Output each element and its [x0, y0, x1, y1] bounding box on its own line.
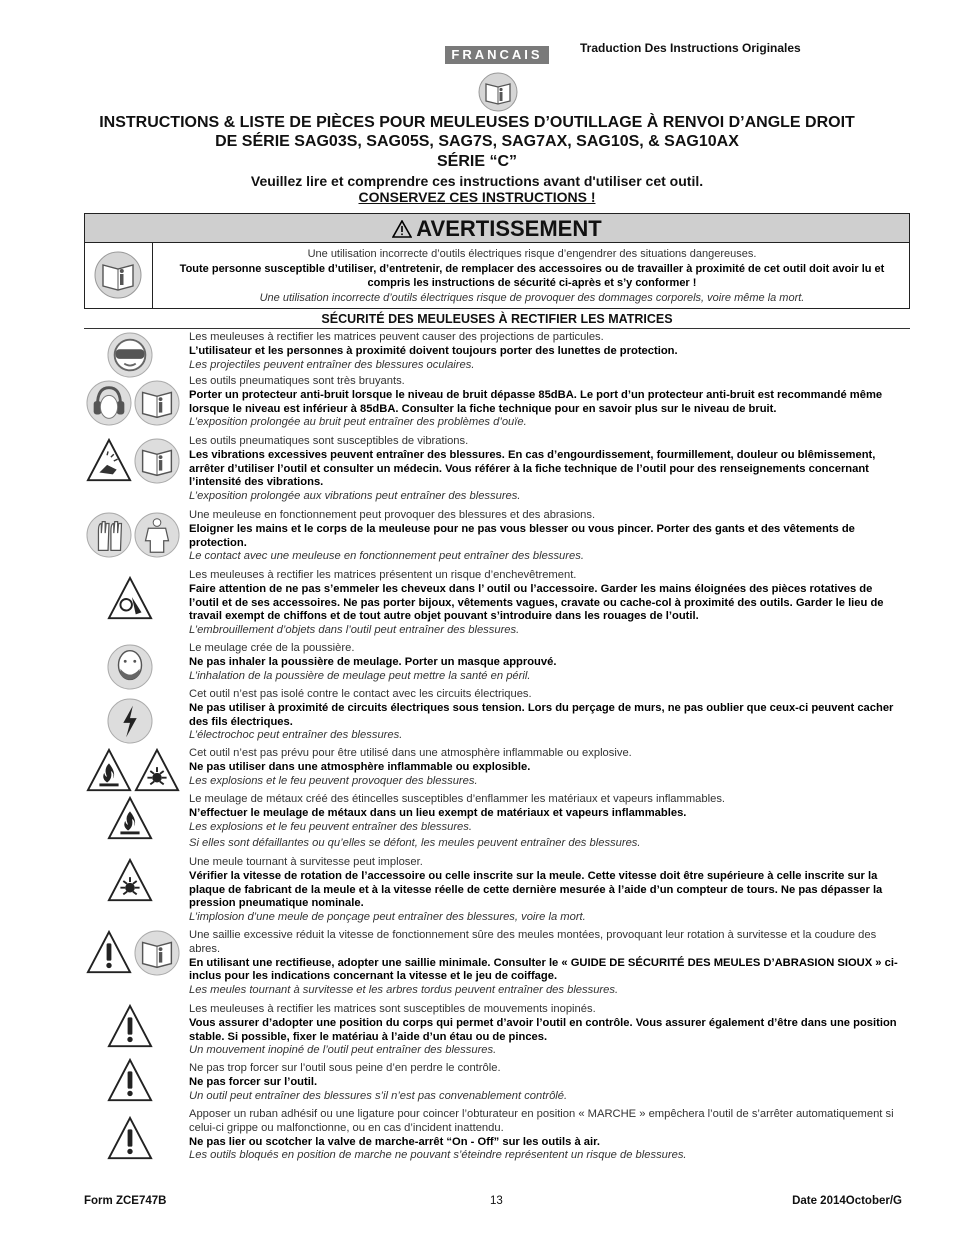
manual-icon [478, 72, 518, 117]
item-consequence: Les meules tournant à survitesse et les arbres tordus peuvent entraîner des blessures. [189, 984, 619, 997]
title-line-1: INSTRUCTIONS & LISTE DE PIÈCES POUR MEULEUSES D’OUTILLAGE À RENVOI D’ANGLE DROIT [99, 114, 855, 131]
item-instruction: Ne pas lier ou scotcher la valve de marche-arrêt “On - Off” sur les outils à air. [189, 1135, 600, 1148]
item-instruction: Ne pas inhaler la poussière de meulage. Porter un masque approuvé. [189, 655, 557, 668]
item-instruction: Ne pas utiliser dans une atmosphère inflammable ou explosible. [189, 760, 531, 773]
item-consequence: Les explosions et le feu peuvent entraîner des blessures. [189, 820, 472, 833]
item-consequence: L’électrochoc peut entraîner des blessures. [189, 729, 403, 742]
ear-protection-icon [86, 380, 132, 426]
manual-icon [134, 438, 180, 484]
safety-item-atmosphere [189, 747, 904, 788]
explosion-warning-icon [107, 858, 153, 904]
item-intro: Une meule tournant à survitesse peut imploser. [189, 856, 423, 868]
gloves-icon [86, 512, 132, 558]
item-instruction: Faire attention de ne pas s’emmeler les cheveux dans l’ outil ou l’accessoire. Garder les mains éloignées des pièces rotatives de l’outil et de ses accessoires. Ne pas porter bijoux, vêtements vagues, cravate ou cache-col à proximité des outils. Garder le lieu de travail exempt de chiffons et de tout autre objet pouvant s’introduire dans les rouages de l’outil. [189, 582, 884, 623]
item-consequence-2: Si elles sont défaillantes ou qu’elles se défont, les meules peuvent entraîner des blessures. [189, 837, 641, 850]
language-badge: FRANCAIS [445, 46, 549, 64]
warning-triangle-icon [392, 216, 412, 245]
item-instruction: N’effectuer le meulage de métaux dans un lieu exempt de matériaux et vapeurs inflammables. [189, 806, 687, 819]
item-intro: Les meuleuses à rectifier les matrices présentent un risque d’enchevêtrement. [189, 569, 577, 581]
item-intro: Les meuleuses à rectifier les matrices sont susceptibles de mouvements inopinés. [189, 1003, 596, 1015]
item-intro: Cet outil n’est pas prévu pour être utilisé dans une atmosphère inflammable ou explosive. [189, 747, 632, 759]
item-instruction: Ne pas forcer sur l’outil. [189, 1075, 318, 1088]
item-intro: Cet outil n’est pas isolé contre le contact avec les circuits électriques. [189, 688, 532, 700]
safety-item-vibration [189, 435, 904, 504]
fire-warning-icon [86, 748, 132, 794]
explosion-warning-icon [134, 748, 180, 794]
item-instruction: Vérifier la vitesse de rotation de l’accessoire ou celle inscrite sur la meule. Cette vitesse doit être supérieure à celle inscrite sur la plaque de fabricant de la meule et à la vitesse réelle de cette dernière mesurée à l’aide d’un compteur de tours. Ne pas dépasser la pression pneumatique nominale. [189, 869, 883, 910]
item-intro: Apposer un ruban adhésif ou une ligature pour coincer l’obturateur en position « MARCHE » empêchera l’outil de s’arrêter automatiquement si celui-ci grippe ou malfonctionne, ou en cas d’incident inattendu. [189, 1108, 894, 1134]
keep-instructions-note: CONSERVEZ CES INSTRUCTIONS ! [358, 189, 596, 205]
item-consequence: Le contact avec une meuleuse en fonctionnement peut entraîner des blessures. [189, 550, 584, 563]
title-line-2: DE SÉRIE SAG03S, SAG05S, SAG7S, SAG7AX, SAG10S, & SAG10AX [215, 133, 739, 150]
item-instruction: L’utilisateur et les personnes à proximité doivent toujours porter des lunettes de protection. [189, 344, 678, 357]
item-consequence: L’inhalation de la poussière de meulage peut mettre la santé en péril. [189, 669, 531, 682]
manual-icon [134, 930, 180, 976]
item-instruction: Les vibrations excessives peuvent entraîner des blessures. En cas d’engourdissement, fourmillement, douleur ou blêmissement, arrêter d’utiliser l’outil et consulter un médecin. Vous référer à la fiche technique de l’outil pour des renseignements concernant l’intensité des vibrations. [189, 448, 876, 489]
item-consequence: L’exposition prolongée au bruit peut entraîner des problèmes d’ouïe. [189, 416, 527, 429]
section-title: SÉCURITÉ DES MEULEUSES À RECTIFIER LES MATRICES [321, 312, 673, 326]
page-number: 13 [490, 1195, 503, 1207]
general-warning-icon [107, 1004, 153, 1050]
item-intro: Une meuleuse en fonctionnement peut provoquer des blessures et des abrasions. [189, 509, 596, 521]
document-date: Date 2014October/G [792, 1195, 902, 1207]
safety-item-force [189, 1062, 904, 1103]
fire-warning-icon [107, 796, 153, 842]
section-divider [84, 328, 910, 329]
item-consequence: L’implosion d’une meule de ponçage peut entraîner des blessures, voire la mort. [189, 911, 586, 924]
item-intro: Le meulage crée de la poussière. [189, 642, 355, 654]
warning-line-3: Une utilisation incorrecte d’outils électriques risque de provoquer des dommages corporels, voire même la mort. [259, 291, 805, 304]
item-instruction: Vous assurer d’adopter une position du corps qui permet d’avoir l’outil en contrôle. Vous assurer également d’être dans une position stable. Si possible, fixer le matériau à l’aide d’un étau ou de pinces. [189, 1016, 897, 1043]
dust-mask-icon [107, 644, 153, 690]
item-consequence: Les explosions et le feu peuvent provoquer des blessures. [189, 774, 478, 787]
entanglement-warning-icon [107, 576, 153, 622]
item-consequence: L’embrouillement d’objets dans l’outil peut entraîner des blessures. [189, 624, 520, 637]
item-intro: Les outils pneumatiques sont très bruyants. [189, 375, 405, 387]
warning-icon-cell [85, 243, 153, 308]
warning-line-2: Toute personne susceptible d’utiliser, d’entretenir, de remplacer des accessoires ou de travailler à proximité de cet outil doit avoir lu et compris les instructions de sécurité ci-après et s’y conformer ! [179, 262, 885, 289]
item-intro: Le meulage de métaux créé des étincelles susceptibles d’enflammer les matériaux et vapeurs inflammables. [189, 793, 726, 805]
safety-item-sparks [189, 793, 904, 851]
item-intro: Ne pas trop forcer sur l’outil sous peine d’en perdre le contrôle. [189, 1062, 501, 1074]
safety-item-contact [189, 509, 904, 564]
item-consequence: Un outil peut entraîner des blessures s’il n’est pas convenablement contrôlé. [189, 1089, 568, 1102]
translation-note: Traduction Des Instructions Originales [580, 41, 801, 55]
safety-item-overhang [189, 929, 904, 998]
manual-icon [85, 243, 151, 307]
general-warning-icon [107, 1058, 153, 1104]
safety-item-eye [189, 331, 904, 372]
general-warning-icon [107, 1116, 153, 1162]
warning-heading [85, 214, 909, 243]
item-intro: Les outils pneumatiques sont susceptibles de vibrations. [189, 435, 469, 447]
safety-item-noise [189, 375, 904, 430]
goggles-icon [107, 332, 153, 378]
form-number: Form ZCE747B [84, 1195, 167, 1207]
safety-item-electric [189, 688, 904, 743]
title-line-3: SÉRIE “C” [436, 153, 517, 170]
item-instruction: Porter un protecteur anti-bruit lorsque le niveau de bruit dépasse 85dBA. Le port d’un protecteur anti-bruit est recommandé même lorsque le niveau est inférieur à 85dBA. Consulter la fiche technique pour en savoir plus sur le niveau de bruit. [189, 388, 883, 415]
safety-item-dust [189, 642, 904, 683]
read-note: Veuillez lire et comprendre ces instructions avant d'utiliser cet outil. [250, 173, 704, 189]
safety-item-entanglement [189, 569, 904, 638]
item-consequence: Les projectiles peuvent entraîner des blessures oculaires. [189, 358, 475, 371]
manual-icon [134, 380, 180, 426]
item-consequence: Les outils bloqués en position de marche ne pouvant s’éteindre représentent un risque de blessures. [189, 1149, 687, 1162]
safety-item-movement [189, 1003, 904, 1058]
item-instruction: En utilisant une rectifieuse, adopter une saillie minimale. Consulter le « GUIDE DE SÉCURITÉ DES MEULES D’ABRASION SIOUX » ci-inclus pour les indications concernant la vitesse et le jeu de coiffage. [189, 956, 898, 983]
safety-item-overspeed [189, 856, 904, 925]
safety-item-throttle [189, 1108, 904, 1163]
warning-line-1: Une utilisation incorrecte d’outils électriques risque d’engendrer des situations dangereuses. [307, 248, 757, 260]
electric-shock-icon [107, 698, 153, 744]
warning-text [157, 247, 907, 305]
warning-heading-text: AVERTISSEMENT [416, 216, 602, 241]
item-instruction: Eloigner les mains et le corps de la meuleuse pour ne pas vous blesser ou vous pincer. Porter des gants et des vêtements de protection. [189, 522, 855, 549]
protective-clothing-icon [134, 512, 180, 558]
item-instruction: Ne pas utiliser à proximité de circuits électriques sous tension. Lors du perçage de murs, ne pas oublier que ceux-ci peuvent cacher des fils électriques. [189, 701, 894, 728]
item-consequence: Un mouvement inopiné de l’outil peut entraîner des blessures. [189, 1044, 497, 1057]
item-intro: Une saillie excessive réduit la vitesse de fonctionnement sûre des meules montées, provoquant leur rotation à survitesse et la coudure des abres. [189, 929, 877, 955]
vibration-hand-icon [86, 438, 132, 484]
warning-box [84, 213, 910, 309]
item-intro: Les meuleuses à rectifier les matrices peuvent causer des projections de particules. [189, 331, 604, 343]
item-consequence: L’exposition prolongée aux vibrations peut entraîner des blessures. [189, 490, 521, 503]
general-warning-icon [86, 930, 132, 976]
